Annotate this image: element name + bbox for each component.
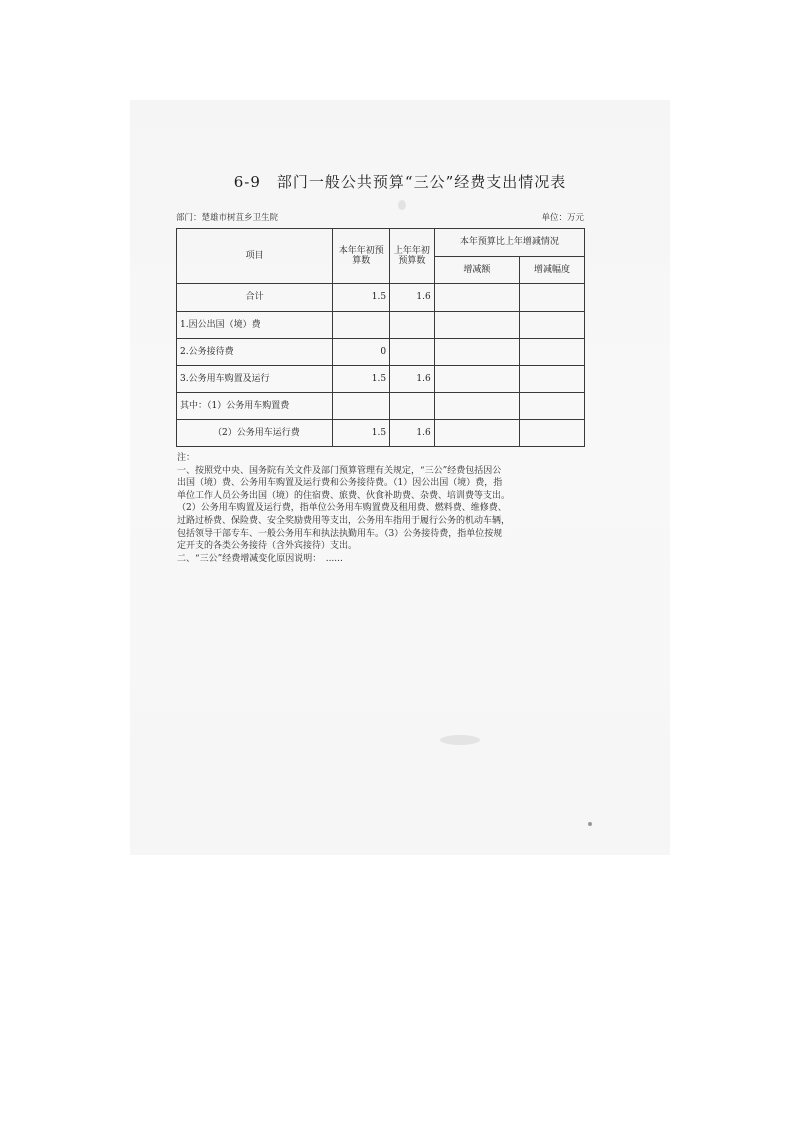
- row-current-value: 0: [333, 339, 390, 366]
- row-last-value: [390, 339, 435, 366]
- notes-section: [177, 452, 589, 565]
- notes-line: 二、“三公”经费增减变化原因说明： ......: [177, 553, 343, 564]
- header-comparison: 本年预算比上年增减情况: [434, 229, 584, 257]
- table-row: [177, 366, 585, 393]
- row-current-value: 1.5: [333, 284, 390, 312]
- table-row: [177, 420, 585, 447]
- row-last-value: 1.6: [390, 420, 435, 447]
- table-row: [177, 393, 585, 420]
- row-last-value: 1.6: [390, 366, 435, 393]
- table-header-row: [177, 229, 585, 257]
- header-change-rate: 增减幅度: [520, 257, 585, 284]
- row-change-rate: [520, 339, 585, 366]
- row-label: 3.公务用车购置及运行: [177, 366, 333, 393]
- row-change-rate: [520, 312, 585, 339]
- notes-line: （2）公务用车购置及运行费，指单位公务用车购置费及租用费、燃料费、维修费、: [177, 503, 507, 514]
- table-row: [177, 312, 585, 339]
- row-change-amount: [434, 420, 519, 447]
- notes-line: 单位工作人员公务出国（境）的住宿费、旅费、伙食补助费、杂费、培训费等支出。: [177, 490, 511, 501]
- header-current-budget: 本年年初预算数: [333, 229, 390, 284]
- row-last-value: 1.6: [390, 284, 435, 312]
- row-change-amount: [434, 393, 519, 420]
- notes-heading: 注：: [177, 453, 196, 463]
- row-change-amount: [434, 284, 519, 312]
- row-current-value: [333, 393, 390, 420]
- page-title: 6-9 部门一般公共预算“三公”经费支出情况表: [233, 173, 567, 191]
- row-label: 合计: [177, 284, 333, 312]
- row-change-rate: [520, 366, 585, 393]
- row-label: 1.因公出国（境）费: [177, 312, 333, 339]
- row-label: （2）公务用车运行费: [177, 420, 333, 447]
- notes-line: 出国（境）费、公务用车购置及运行费和公务接待费。（1）因公出国（境）费，指: [177, 478, 503, 489]
- row-change-amount: [434, 366, 519, 393]
- notes-line: 定开支的各类公务接待（含外宾接待）支出。: [177, 541, 358, 552]
- budget-table: [176, 228, 585, 447]
- row-label: 2.公务接待费: [177, 339, 333, 366]
- header-item: 项目: [177, 229, 333, 284]
- row-change-rate: [520, 393, 585, 420]
- notes-line: 过路过桥费、保险费、安全奖励费用等支出，公务用车指用于履行公务的机动车辆，: [177, 515, 511, 526]
- row-change-amount: [434, 312, 519, 339]
- notes-line: 一、按照党中央、国务院有关文件及部门预算管理有关规定，“三公”经费包括因公: [177, 465, 502, 476]
- row-current-value: [333, 312, 390, 339]
- unit-label: 单位：万元: [541, 213, 584, 223]
- row-change-rate: [520, 284, 585, 312]
- notes-line: 包括领导干部专车、一般公务用车和执法执勤用车。（3）公务接待费，指单位按规: [177, 528, 503, 539]
- row-change-rate: [520, 420, 585, 447]
- table-row: [177, 339, 585, 366]
- row-current-value: 1.5: [333, 366, 390, 393]
- table-row: [177, 284, 585, 312]
- row-last-value: [390, 312, 435, 339]
- header-change-amount: 增减额: [434, 257, 519, 284]
- department-label: 部门：楚雄市树苴乡卫生院: [176, 213, 279, 223]
- row-current-value: 1.5: [333, 420, 390, 447]
- header-last-budget: 上年年初预算数: [390, 229, 435, 284]
- row-last-value: [390, 393, 435, 420]
- row-label: 其中：（1）公务用车购置费: [177, 393, 333, 420]
- row-change-amount: [434, 339, 519, 366]
